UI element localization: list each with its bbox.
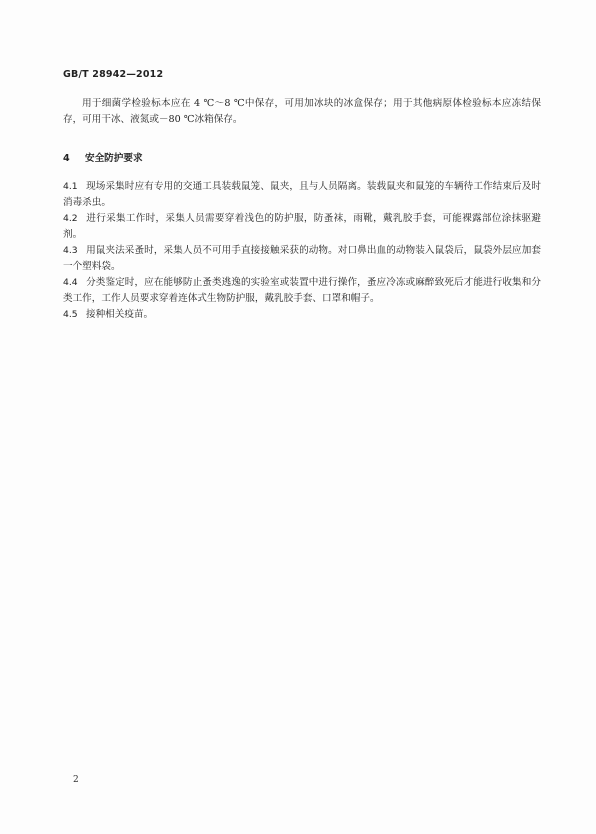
clause-text: 现场采集时应有专用的交通工具装载鼠笼、鼠夹，且与人员隔离。装载鼠夹和鼠笼的车辆待工作结束后及时消毒杀虫。 <box>63 181 541 208</box>
clause-number: 4.2 <box>63 213 78 224</box>
clause-number: 4.1 <box>63 181 78 192</box>
clause-number: 4.3 <box>63 245 78 256</box>
clause-4-1 <box>63 179 541 211</box>
intro-paragraph: 用于细菌学检验标本应在 4 ℃～8 ℃中保存，可用加冰块的冰盒保存；用于其他病原体检验标本应冻结保存，可用干冰、液氮或－80 ℃冰箱保存。 <box>63 98 541 125</box>
section-heading <box>63 150 143 164</box>
section-number: 4 <box>63 153 70 164</box>
clause-4-3 <box>63 243 541 275</box>
clause-number: 4.4 <box>63 277 78 288</box>
clause-text: 接种相关疫苗。 <box>86 309 154 320</box>
clause-4-5 <box>63 307 541 323</box>
page-number: 2 <box>73 775 79 785</box>
standard-number: GB/T 28942—2012 <box>63 69 164 80</box>
clause-text: 分类鉴定时，应在能够防止蚤类逃逸的实验室或装置中进行操作，蚤应冷冻或麻醉致死后才能进行收集和分类工作，工作人员要求穿着连体式生物防护服，戴乳胶手套、口罩和帽子。 <box>63 277 541 304</box>
section-title: 安全防护要求 <box>85 153 143 164</box>
clause-number: 4.5 <box>63 309 78 320</box>
clause-text: 进行采集工作时，采集人员需要穿着浅色的防护服，防蚤袜，雨靴，戴乳胶手套，可能裸露部位涂抹驱避剂。 <box>63 213 541 240</box>
clause-text: 用鼠夹法采蚤时，采集人员不可用手直接接触采获的动物。对口鼻出血的动物装入鼠袋后，鼠袋外层应加套一个塑料袋。 <box>63 245 541 272</box>
clause-4-2 <box>63 211 541 243</box>
clause-4-4 <box>63 275 541 307</box>
